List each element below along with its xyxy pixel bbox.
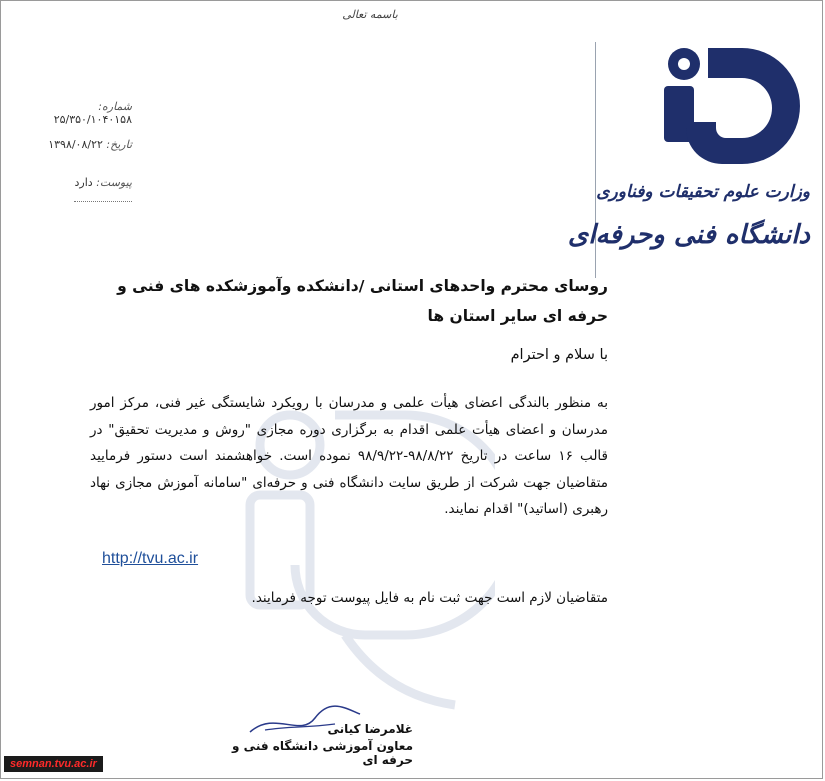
ministry-name: وزارت علوم تحقیقات وفناوری (596, 182, 810, 202)
dotted-line (74, 191, 132, 202)
letter-date-label: تاریخ: (106, 138, 132, 151)
letter-date-value: ۱۳۹۸/۰۸/۲۲ (48, 138, 103, 151)
attachment-note: متقاضیان لازم است جهت ثبت نام به فایل پیوست توجه فرمایند. (251, 590, 608, 606)
recipient-heading: روسای محترم واحدهای استانی /دانشکده وآموزشکده های فنی و حرفه ای سایر استان ها (117, 277, 608, 325)
letter-number-value: ۲۵/۳۵۰/۱۰۴۰۱۵۸ (53, 113, 132, 126)
basmala: باسمه تعالی (342, 8, 398, 21)
letter-date (22, 138, 132, 151)
letter-attachment-value: دارد (74, 176, 93, 189)
signer-name: غلامرضا کیانی (327, 722, 413, 736)
website-link[interactable]: http://tvu.ac.ir (102, 550, 199, 567)
letter-number-label: شماره: (98, 100, 132, 113)
letter-number (22, 100, 132, 126)
signer-title: معاون آموزشی دانشگاه فنی و حرفه ای (232, 739, 413, 767)
letter-body: به منظور بالندگی اعضای هیأت علمی و مدرسان با رویکرد شایستگی غیر فنی، مرکز امور مدرسان و اعضای هیأت علمی اقدام به برگزاری دوره مجازی "روش و مدیریت تحقیق" در قالب ۱۶ ساعت در تاریخ ۹۸/۸/۲۲-۹۸/۹/۲۲ نموده است. خواهشمند است دستور فرمایید متقاضیان جهت شرکت از طریق سایت دانشگاه فنی و حرفه‌ای "سامانه آموزش مجازی نهاد رهبری (اساتید)" اقدام نمایند. (90, 395, 608, 517)
letter-attachment (22, 176, 132, 202)
greeting: با سلام و احترام (510, 347, 608, 363)
site-badge[interactable]: semnan.tvu.ac.ir (4, 756, 103, 772)
university-name: دانشگاه فنی وحرفه‌ای (567, 220, 810, 250)
letter-attachment-label: پیوست: (96, 176, 132, 189)
